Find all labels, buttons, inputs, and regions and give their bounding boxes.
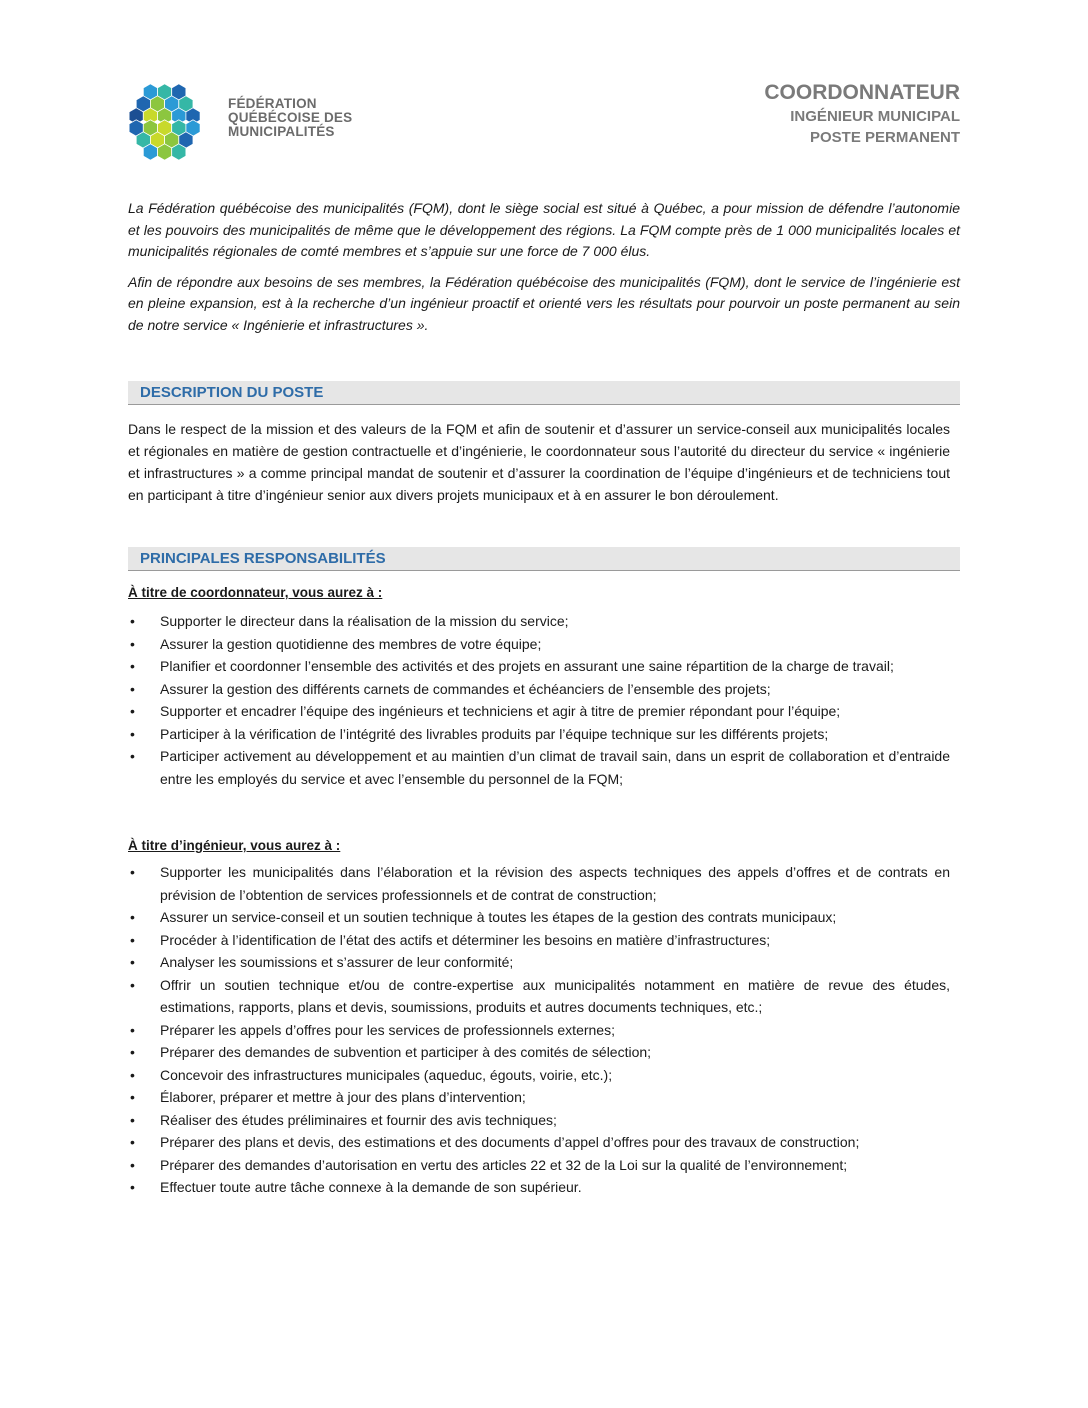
list-item-text: Préparer des demandes de subvention et participer à des comités de sélection; xyxy=(160,1044,652,1060)
list-item-text: Supporter et encadrer l’équipe des ingénieurs et techniciens et agir à titre de premier répondant pour l’équipe; xyxy=(160,703,841,719)
intro-paragraph-2: Afin de répondre aux besoins de ses membres, la Fédération québécoise des municipalités (FQM), dont le service de l’ingénierie est en pleine expansion, est à la recherche d’un ingénieur proactif et orienté vers les résultats pour pourvoir un poste permanent au sein de notre service « Ingénierie et infrastructures ». xyxy=(128,273,960,333)
bullet-icon: • xyxy=(130,1021,135,1038)
list-item-text: Préparer des demandes d’autorisation en vertu des articles 22 et 32 de la Loi sur la qualité de l’environnement; xyxy=(160,1156,848,1173)
list-item-text: Offrir un soutien technique et/ou de contre-expertise aux municipalités notamment en matière de revue des études, estimations, rapports, plans et devis, soumissions, produits et autres documents techniques, etc.; xyxy=(160,976,950,1015)
bullet-icon: • xyxy=(130,1066,135,1083)
list-item-text: Préparer des plans et devis, des estimations et des documents d’appel d’offres pour des travaux de construction; xyxy=(160,1134,860,1150)
list-item-text: Élaborer, préparer et mettre à jour des plans d’intervention; xyxy=(160,1089,526,1105)
bullet-icon: • xyxy=(130,680,135,697)
logo-hexagon xyxy=(143,144,157,160)
list-item xyxy=(128,1041,950,1064)
job-title: COORDONNATEUR xyxy=(764,81,960,104)
job-subtitle-1: INGÉNIEUR MUNICIPAL xyxy=(790,108,960,125)
description-heading: DESCRIPTION DU POSTE xyxy=(128,381,960,405)
list-item xyxy=(128,700,950,723)
bullet-icon: • xyxy=(130,1089,135,1105)
engineer-responsibilities-list xyxy=(128,861,950,1199)
list-item xyxy=(128,1154,950,1177)
list-item-text: Préparer les appels d’offres pour les services de professionnels externes; xyxy=(160,1021,615,1038)
list-item-text: Effectuer toute autre tâche connexe à la demande de son supérieur. xyxy=(160,1179,582,1195)
list-item-text: Planifier et coordonner l’ensemble des activités et des projets en assurant une saine répartition de la charge de travail; xyxy=(160,658,894,674)
intro-paragraph-1: La Fédération québécoise des municipalités (FQM), dont le siège social est situé à Québec, a pour mission de défendre l’autonomie et les pouvoirs des municipalités de même que le développement des régions. La FQM compte près de 1 000 municipalités locales et municipalités régionales de comté membres et s’appuie sur une force de 7 000 élus. xyxy=(128,200,960,259)
list-item xyxy=(128,906,950,929)
list-item xyxy=(128,723,950,746)
list-item-text: Participer à la vérification de l’intégrité des livrables produits par l’équipe technique sur les différents projets; xyxy=(160,725,829,742)
responsibilities-heading: PRINCIPALES RESPONSABILITÉS xyxy=(128,547,960,571)
list-item xyxy=(128,1109,950,1132)
list-item-text: Participer activement au développement et au maintien d’un climat de travail sain, dans un esprit de collaboration et d’entraide entre les employés du service et avec l’ensemble du personnel de la FQM; xyxy=(160,748,950,787)
list-item-text: Réaliser des études préliminaires et fournir des avis techniques; xyxy=(160,1111,557,1128)
org-name-line-3: MUNICIPALITÉS xyxy=(228,124,335,139)
job-subtitle-2: POSTE PERMANENT xyxy=(809,129,960,146)
bullet-icon: • xyxy=(130,635,135,652)
bullet-icon: • xyxy=(130,1134,135,1150)
list-item xyxy=(128,1131,950,1154)
org-name-line-1: FÉDÉRATION xyxy=(228,96,317,111)
list-item-text: Assurer la gestion des différents carnets de commandes et échéanciers de l’ensemble des projets; xyxy=(160,680,771,697)
bullet-icon: • xyxy=(130,1111,135,1128)
logo-hexagon xyxy=(172,144,186,160)
list-item-text: Supporter le directeur dans la réalisation de la mission du service; xyxy=(160,613,569,629)
list-item xyxy=(128,1086,950,1109)
list-item-text: Analyser les soumissions et s’assurer de leur conformité; xyxy=(160,954,514,970)
list-item xyxy=(128,1176,950,1199)
intro-section xyxy=(128,198,960,345)
list-item-text: Concevoir des infrastructures municipales (aqueduc, égouts, voirie, etc.); xyxy=(160,1066,613,1083)
bullet-icon: • xyxy=(130,703,135,719)
logo-hexagon xyxy=(158,144,172,160)
bullet-icon: • xyxy=(130,658,135,674)
list-item-text: Supporter les municipalités dans l’élaboration et la révision des aspects techniques des appels d’offres et de contrats en prévision de l’obtention de services professionnels et de contrat de construction; xyxy=(160,864,950,903)
list-item xyxy=(128,633,950,656)
bullet-icon: • xyxy=(130,613,135,629)
bullet-icon: • xyxy=(130,864,135,880)
bullet-icon: • xyxy=(130,1179,135,1195)
engineer-subheading: À titre d’ingénieur, vous aurez à : xyxy=(128,838,341,853)
list-item xyxy=(128,610,950,633)
coordinator-responsibilities-list xyxy=(128,610,950,790)
job-titles xyxy=(764,80,960,148)
organization-name xyxy=(228,97,352,139)
list-item-text: Procéder à l’identification de l’état des actifs et déterminer les besoins en matière d’infrastructures; xyxy=(160,931,771,948)
bullet-icon: • xyxy=(130,909,135,925)
org-name-line-2: QUÉBÉCOISE DES xyxy=(228,110,353,125)
list-item xyxy=(128,678,950,701)
list-item xyxy=(128,1019,950,1042)
bullet-icon: • xyxy=(130,1044,135,1060)
bullet-icon: • xyxy=(130,1156,135,1173)
list-item xyxy=(128,861,950,906)
list-item xyxy=(128,974,950,1019)
bullet-icon: • xyxy=(130,976,135,993)
coordinator-subheading: À titre de coordonnateur, vous aurez à : xyxy=(128,585,383,600)
description-text: Dans le respect de la mission et des valeurs de la FQM et afin de soutenir et d’assurer un service-conseil aux municipalités locales et régionales en matière de gestion contractuelle et d’ingénierie, le coordonnateur sous l’autorité du directeur du service « ingénierie et infrastructures » a comme principal mandat de soutenir et d’assurer la coordination de l’équipe d’ingénieurs et de techniciens tout en participant à titre d’ingénieur senior aux divers projets municipaux et à en assurer le bon déroulement. xyxy=(128,421,950,503)
fqm-logo-icon xyxy=(126,78,216,166)
bullet-icon: • xyxy=(130,748,135,764)
bullet-icon: • xyxy=(130,725,135,742)
list-item-text: Assurer un service-conseil et un soutien technique à toutes les étapes de la gestion des contrats municipaux; xyxy=(160,909,837,925)
list-item xyxy=(128,655,950,678)
list-item-text: Assurer la gestion quotidienne des membres de votre équipe; xyxy=(160,635,542,652)
list-item xyxy=(128,951,950,974)
list-item xyxy=(128,1064,950,1087)
list-item xyxy=(128,929,950,952)
bullet-icon: • xyxy=(130,931,135,948)
bullet-icon: • xyxy=(130,954,135,970)
list-item xyxy=(128,745,950,790)
